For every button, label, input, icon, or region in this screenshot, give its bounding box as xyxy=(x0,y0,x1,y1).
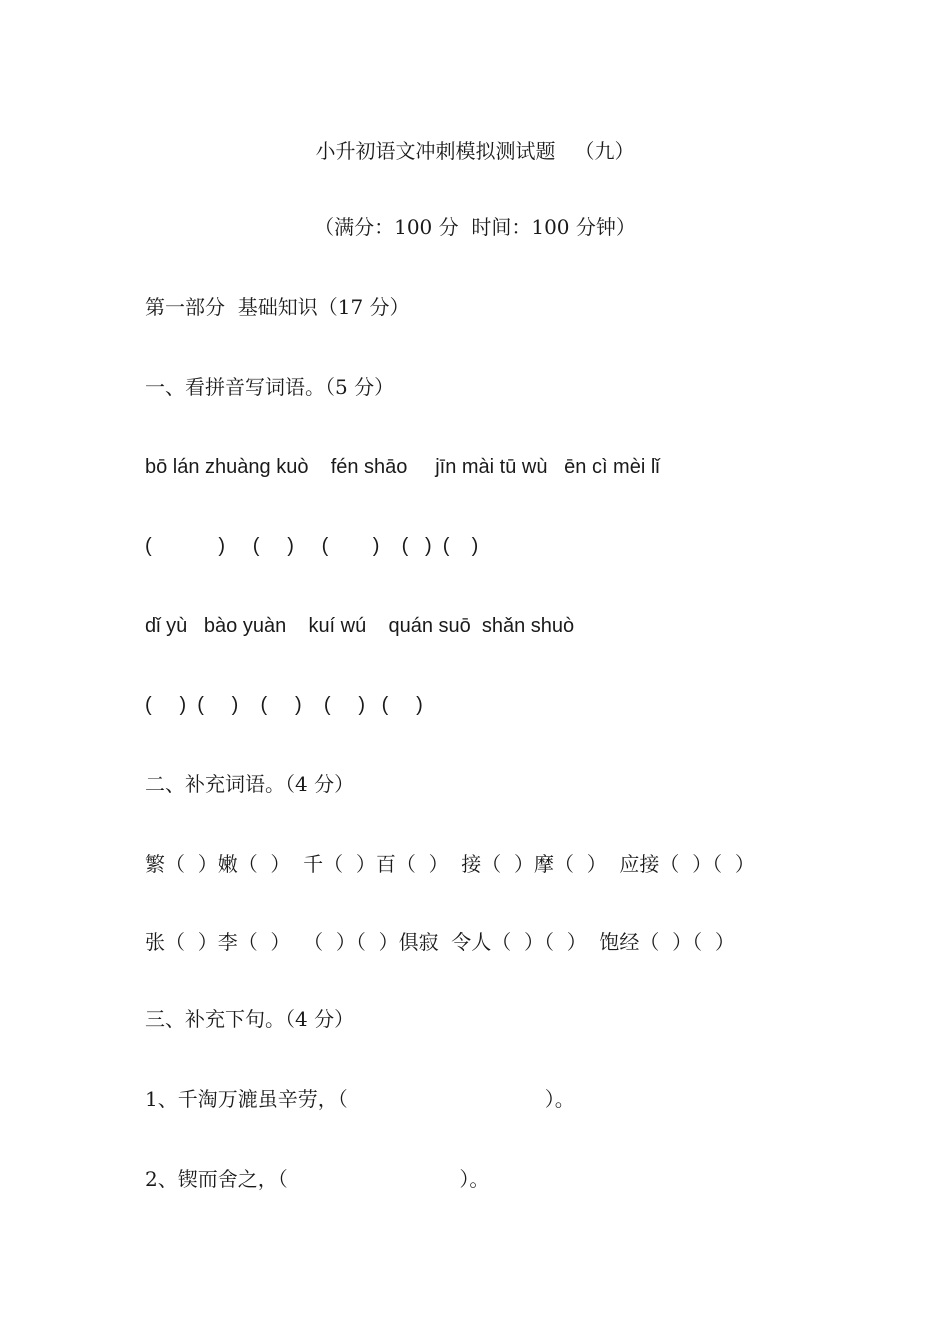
pinyin-row-2: dǐ yù bào yuàn kuí wú quán suō shǎn shuò xyxy=(145,615,575,637)
answer-blanks-row-1: ( ) ( ) ( ) ( ) ( ) xyxy=(145,535,479,557)
answer-blanks-row-2: ( ) ( ) ( ) ( ) ( ) xyxy=(145,694,423,716)
part1-heading: 第一部分 基础知识（17 分） xyxy=(145,295,410,319)
idiom-fill-row-1: 繁（ ）嫩（ ） 千（ ）百（ ） 接（ ）摩（ ） 应接（ ）（ ） xyxy=(145,852,755,876)
section2-heading: 二、补充词语。（4 分） xyxy=(145,772,355,796)
idiom-fill-row-2: 张（ ）李（ ） （ ）（ ）俱寂 令人（ ）（ ） 饱经（ ）（ ） xyxy=(145,930,735,954)
sentence-fill-item-1: 1、千淘万漉虽辛劳，（ ）。 xyxy=(145,1087,575,1111)
page-subtitle: （满分：100 分 时间：100 分钟） xyxy=(314,215,636,239)
page-title: 小升初语文冲刺模拟测试题 （九） xyxy=(315,139,635,163)
section3-heading: 三、补充下句。（4 分） xyxy=(145,1007,355,1031)
pinyin-row-1: bō lán zhuàng kuò fén shāo jīn mài tū wù ēn cì mèi lǐ xyxy=(145,456,660,478)
section1-heading: 一、看拼音写词语。（5 分） xyxy=(145,375,395,399)
sentence-fill-item-2: 2、锲而舍之，（ ）。 xyxy=(145,1167,490,1191)
